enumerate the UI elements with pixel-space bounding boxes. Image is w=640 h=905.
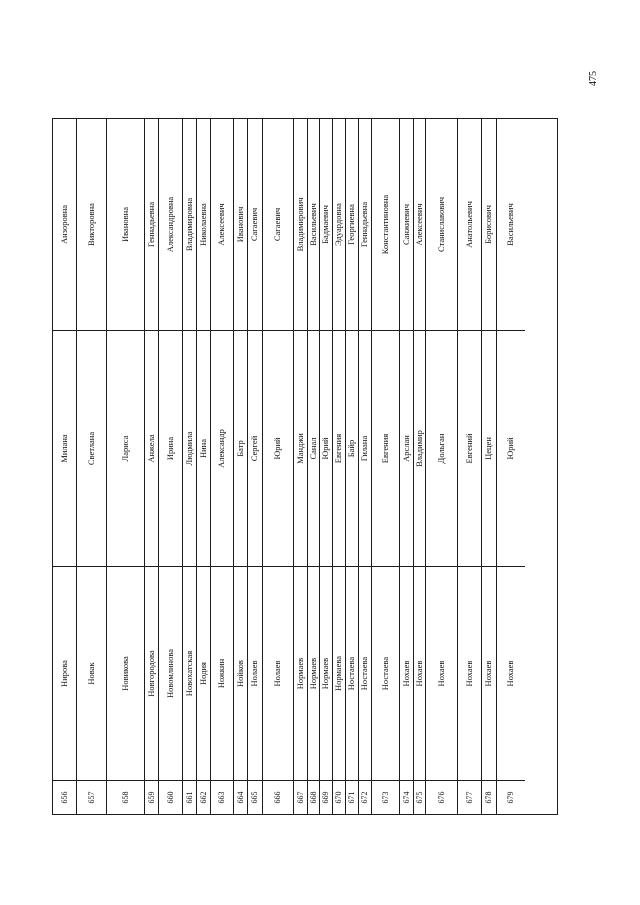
surname-cell: Нохаев (426, 566, 457, 780)
patronymic-cell: Васильевич (308, 203, 318, 246)
patronymic-cell: Алексеевич (216, 203, 227, 246)
patronymic-cell: Николаевна (197, 203, 208, 246)
first-name-cell: Ирина (159, 330, 182, 566)
table-row (211, 119, 234, 814)
patronymic-cell: Анзоровна (58, 204, 69, 245)
first-name-cell: Дольган (426, 330, 457, 566)
patronymic-cell: Бадмаевич (320, 205, 331, 244)
first-name-cell: Манджи (294, 330, 307, 566)
row-number-cell: 659 (145, 780, 158, 814)
first-name-cell: Милана (53, 330, 76, 566)
row-number-cell: 676 (426, 780, 457, 814)
patronymic-cell: Александровна (164, 196, 175, 253)
first-name-cell: Владимир (414, 330, 425, 566)
table-row (77, 119, 107, 814)
table-row (372, 119, 400, 814)
table-row (248, 119, 263, 814)
first-name-cell: Батр (234, 330, 247, 566)
table-row (263, 119, 294, 814)
surname-cell: Новикова (107, 566, 144, 780)
patronymic-cell: Георгиевна (346, 204, 357, 245)
surname-cell: Нормаев (320, 566, 332, 780)
surname-cell: Нирова (53, 566, 76, 780)
first-name-cell: Светлана (77, 330, 106, 566)
table-row (414, 119, 426, 814)
table-row (183, 119, 197, 814)
first-name-cell: Юрий (320, 330, 332, 566)
patronymic-cell: Сагаевич (249, 207, 260, 242)
table-row (482, 119, 497, 814)
table-row (294, 119, 308, 814)
row-number-cell: 669 (320, 780, 332, 814)
patronymic-cell: Санжиевич (400, 203, 411, 246)
row-number-cell: 663 (211, 780, 233, 814)
patronymic-cell: Станиславович (435, 196, 446, 253)
row-number-cell: 664 (234, 780, 247, 814)
table-row (159, 119, 183, 814)
first-name-cell: Сергей (248, 330, 262, 566)
surname-cell: Нормаев (308, 566, 319, 780)
surname-cell: Ностаева (359, 566, 371, 780)
table-row (346, 119, 359, 814)
table-row (426, 119, 458, 814)
table-row (197, 119, 211, 814)
surname-cell: Нохаев (497, 566, 525, 780)
table-row (359, 119, 372, 814)
surname-cell: Ножкин (211, 566, 233, 780)
first-name-cell: Евгения (372, 330, 399, 566)
table-row (145, 119, 159, 814)
row-number-cell: 673 (372, 780, 399, 814)
row-number-cell: 661 (183, 780, 196, 814)
surname-cell: Нохаев (482, 566, 496, 780)
first-name-cell: Юрий (263, 330, 293, 566)
row-number-cell: 679 (497, 780, 525, 814)
surname-cell: Ностаева (372, 566, 399, 780)
first-name-cell: Байр (346, 330, 358, 566)
patronymic-cell: Геннадьевна (145, 201, 156, 248)
table-row (320, 119, 333, 814)
surname-cell: Новгородова (145, 566, 158, 780)
surname-cell: Нолаев (263, 566, 293, 780)
first-name-cell: Юрий (497, 330, 525, 566)
table-row (308, 119, 320, 814)
row-number-cell: 672 (359, 780, 371, 814)
first-name-cell: Анжела (145, 330, 158, 566)
table-row (458, 119, 482, 814)
patronymic-cell: Алексеевич (414, 203, 424, 246)
patronymic-cell: Иванович (234, 206, 245, 243)
row-number-cell: 671 (346, 780, 358, 814)
surname-cell: Нохаев (414, 566, 425, 780)
row-number-cell: 665 (248, 780, 262, 814)
surname-cell: Новохатская (183, 566, 196, 780)
surname-cell: Нормаева (333, 566, 345, 780)
table-row (107, 119, 145, 814)
patronymic-cell: Владимировна (183, 197, 194, 252)
patronymic-cell: Эдуардовна (333, 203, 344, 246)
patronymic-cell: Ивановна (119, 207, 130, 242)
first-name-cell: Людмила (183, 330, 196, 566)
surname-cell: Нойков (234, 566, 247, 780)
patronymic-cell: Васильевич (505, 203, 516, 246)
table-row (333, 119, 346, 814)
surname-cell: Нохаев (400, 566, 413, 780)
row-number-cell: 657 (77, 780, 106, 814)
first-name-cell: Нина (197, 330, 210, 566)
surname-cell: Новак (77, 566, 106, 780)
surname-cell: Нормаев (294, 566, 307, 780)
patronymic-cell: Борисович (483, 205, 494, 244)
surname-cell: Нохаев (458, 566, 481, 780)
row-number-cell: 670 (333, 780, 345, 814)
row-number-cell: 675 (414, 780, 425, 814)
surname-cell: Нолаев (248, 566, 262, 780)
row-number-cell: 667 (294, 780, 307, 814)
row-number-cell: 660 (159, 780, 182, 814)
table-row (497, 119, 525, 814)
first-name-cell: Санал (308, 330, 319, 566)
surname-cell: Новомлинова (159, 566, 182, 780)
patronymic-cell: Викторовна (85, 203, 96, 246)
first-name-cell: Евгения (333, 330, 345, 566)
first-name-cell: Александр (211, 330, 233, 566)
first-name-cell: Лариса (107, 330, 144, 566)
row-number-cell: 666 (263, 780, 293, 814)
patronymic-cell: Владимирович (294, 197, 305, 252)
row-number-cell: 658 (107, 780, 144, 814)
page-number: 475 (588, 71, 599, 86)
first-name-cell: Арслан (400, 330, 413, 566)
table-row (53, 119, 77, 814)
name-table (52, 118, 558, 815)
patronymic-cell: Константиновна (379, 194, 390, 255)
row-number-cell: 677 (458, 780, 481, 814)
row-number-cell: 656 (53, 780, 76, 814)
patronymic-cell: Анатольевич (463, 201, 474, 248)
row-number-cell: 662 (197, 780, 210, 814)
table-row (234, 119, 248, 814)
row-number-cell: 678 (482, 780, 496, 814)
surname-cell: Нодия (197, 566, 210, 780)
first-name-cell: Цецен (482, 330, 496, 566)
name-table-region (52, 118, 558, 815)
table-row (400, 119, 414, 814)
first-name-cell: Евгений (458, 330, 481, 566)
first-name-cell: Гилана (359, 330, 371, 566)
patronymic-cell: Сагаевич (272, 207, 283, 242)
patronymic-cell: Геннадьевна (359, 201, 370, 248)
row-number-cell: 674 (400, 780, 413, 814)
row-number-cell: 668 (308, 780, 319, 814)
surname-cell: Ностаева (346, 566, 358, 780)
